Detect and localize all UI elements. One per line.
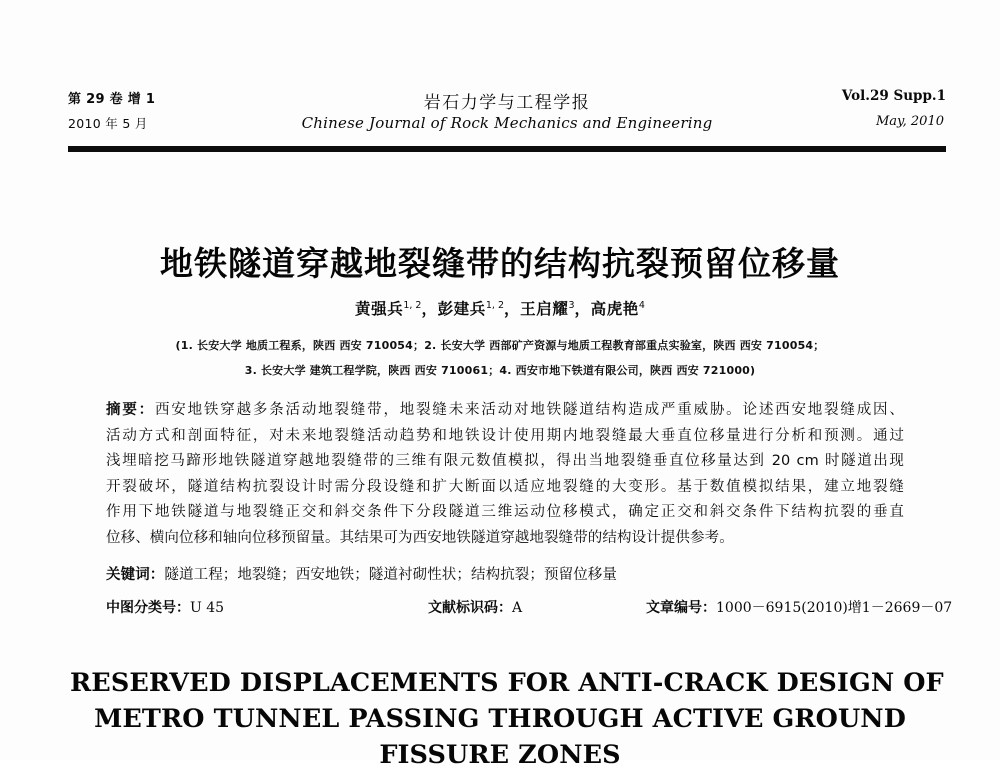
article-title-en-line-1: RESERVED DISPLACEMENTS FOR ANTI-CRACK DESIGN OF <box>70 668 944 699</box>
abstract-line <box>106 398 904 424</box>
classification-row <box>106 597 953 619</box>
abstract-line: 浅埋暗挖马蹄形地铁隧道穿越地裂缝带的三维有限元数值模拟，得出当地裂缝垂直位移量达到 20 cm 时隧道出现 <box>106 453 904 469</box>
author-entry <box>520 300 574 318</box>
author-name: 王启耀 <box>520 300 569 318</box>
document-code-value: A <box>512 600 523 616</box>
author-entry <box>591 300 645 318</box>
abstract-line: 活动方式和剖面特征，对未来地裂缝活动趋势和地铁设计使用期内地裂缝最大垂直位移量进行分析和预测。通过 <box>106 427 904 444</box>
author-separator: ， <box>421 300 438 318</box>
clc-number-value: U 45 <box>190 600 225 616</box>
abstract-line: 作用下地铁隧道与地裂缝正交和斜交条件下分段隧道三维运动位移模式，确定正交和斜交条件下结构抗裂的垂直 <box>106 504 904 520</box>
author-name: 高虎艳 <box>590 300 639 318</box>
abstract-line: 开裂破坏，隧道结构抗裂设计时需分段设缝和扩大断面以适应地裂缝的大变形。基于数值模拟结果，建立地裂缝 <box>106 478 904 495</box>
document-code-label: 文献标识码： <box>428 600 512 616</box>
author-affiliation-marker: 1, 2 <box>403 299 422 311</box>
clc-number-group <box>106 597 224 617</box>
abstract-line: 位移、横向位移和轴向位移预留量。其结果可为西安地铁隧道穿越地裂缝带的结构设计提供参考。 <box>106 529 734 546</box>
journal-title-en: Chinese Journal of Rock Mechanics and Engineering <box>301 114 713 132</box>
keywords-value: 隧道工程；地裂缝；西安地铁；隧道衬砌性状；结构抗裂；预留位移量 <box>164 567 618 583</box>
author-separator: ， <box>574 300 591 318</box>
author-separator: ， <box>504 300 521 318</box>
article-title-cn: 地铁隧道穿越地裂缝带的结构抗裂预留位移量 <box>160 244 840 284</box>
issue-date-cn: 2010 年 5 月 <box>68 116 148 131</box>
volume-issue-en: Vol.29 Supp.1 <box>841 88 946 104</box>
journal-title-cn: 岩石力学与工程学报 <box>423 93 591 113</box>
abstract-block <box>106 398 904 551</box>
masthead <box>68 88 946 140</box>
author-entry <box>438 300 504 318</box>
keywords-line <box>106 563 617 584</box>
volume-issue-cn: 第 29 卷 增 1 <box>68 92 156 107</box>
issue-date-en: May, 2010 <box>875 114 944 129</box>
clc-number-label: 中图分类号： <box>106 600 190 616</box>
author-name: 黄强兵 <box>355 300 404 318</box>
article-title-en-line-2: METRO TUNNEL PASSING THROUGH ACTIVE GROUND <box>94 704 906 735</box>
author-affiliation-marker: 4 <box>638 299 645 311</box>
author-affiliation-marker: 3 <box>568 299 575 311</box>
keywords-label: 关键词： <box>106 567 165 583</box>
author-affiliation-marker: 1, 2 <box>485 299 505 311</box>
article-title-en <box>70 665 944 773</box>
masthead-divider-rule <box>68 146 946 152</box>
affiliation-line-1: (1. 长安大学 地质工程系，陕西 西安 710054；2. 长安大学 西部矿产资源与地质工程教育部重点实验室，陕西 西安 710054； <box>175 339 825 352</box>
masthead-row-bottom <box>68 114 946 140</box>
author-name: 彭建兵 <box>437 300 486 318</box>
author-list <box>0 297 1000 319</box>
author-entry <box>355 300 421 318</box>
abstract-label: 摘要： <box>106 402 155 418</box>
article-id-value: 1000－6915(2010)增1－2669－07 <box>716 600 953 616</box>
article-id-group <box>646 597 952 617</box>
document-code-group <box>428 597 522 617</box>
article-id-label: 文章编号： <box>646 600 716 616</box>
affiliation-line-2: 3. 长安大学 建筑工程学院，陕西 西安 710061；4. 西安市地下铁道有限公司，陕西 西安 721000) <box>244 364 756 377</box>
abstract-text: 西安地铁穿越多条活动地裂缝带，地裂缝未来活动对地铁隧道结构造成严重威胁。论述西安地裂缝成因、 <box>154 402 904 418</box>
masthead-row-top <box>68 88 946 114</box>
article-title-en-line-3: FISSURE ZONES <box>379 740 621 771</box>
